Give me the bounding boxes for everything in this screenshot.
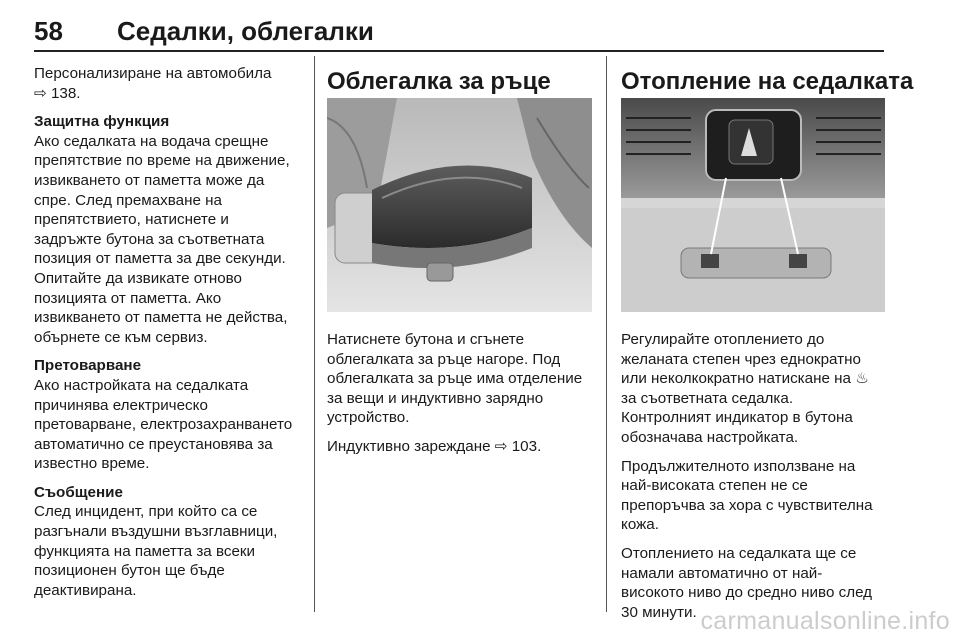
column-3-text [621,330,885,631]
heating-paragraph-1: Регулирайте отоплението до желаната степен чрез еднократно или неколкократно натискане на ♨ за съответната седалка. Контролният индикатор в бутона обозначава настройката. [621,331,869,446]
protect-text: Ако седалката на водача срещне препятствие по време на движение, извикването от паметта може да спре. След премахване на препятствието, натиснете и задръжте бутона за съответната позиция от паметта за две секунди. Опитайте да извикате отново позицията от паметта. Ако извикването от паметта не действа, обърнете се към сервиз. [34,132,290,346]
note-heading: Съобщение [34,483,123,501]
header-divider [34,50,884,52]
protect-heading: Защитна функция [34,113,170,131]
page-title: Седалки, облегалки [117,16,374,46]
page-number: 58 [34,16,63,46]
heating-paragraph-2: Продължителното използване на най-високата степен не се препоръчва за хора с чувствителна кожа. [621,457,873,534]
seat-heating-section-title: Отопление на седалката [621,68,914,95]
column-2-text [327,330,592,466]
column-divider-2 [606,56,607,612]
column-1 [34,64,300,609]
note-paragraph [34,483,300,601]
column-divider-1 [314,56,315,612]
overload-heading: Претоварване [34,357,142,375]
note-text: След инцидент, при който са се разгънали въздушни възглавници, функцията на паметта за всеки позиционен бутон ще бъде деактивирана. [34,503,278,599]
charging-ref[interactable]: Индуктивно зареждане ⇨ 103. [327,437,542,455]
intro-text: Персонализиране на автомобила [34,65,272,82]
protect-paragraph [34,112,300,347]
seat-heating-photo [621,98,885,312]
armrest-text: Натиснете бутона и сгънете облегалката за ръце нагоре. Под облегалката за ръце има отделение за вещи и индуктивно зарядно устройство. [327,331,583,427]
heating-paragraph-3: Отоплението на седалката ще се намали автоматично от най-високото ниво до средно ниво след 30 минути. [621,544,873,621]
armrest-section-title: Облегалка за ръце [327,68,551,95]
overload-paragraph [34,356,300,474]
overload-text: Ако настройката на седалката причинява електрическо претоварване, електрозахранването автоматично се преустановява за известно време. [34,376,293,473]
intro-page-ref[interactable]: ⇨ 138. [34,84,81,102]
watermark: carmanualsonline.info [700,607,950,635]
intro-paragraph [34,64,300,103]
armrest-photo [327,98,592,312]
